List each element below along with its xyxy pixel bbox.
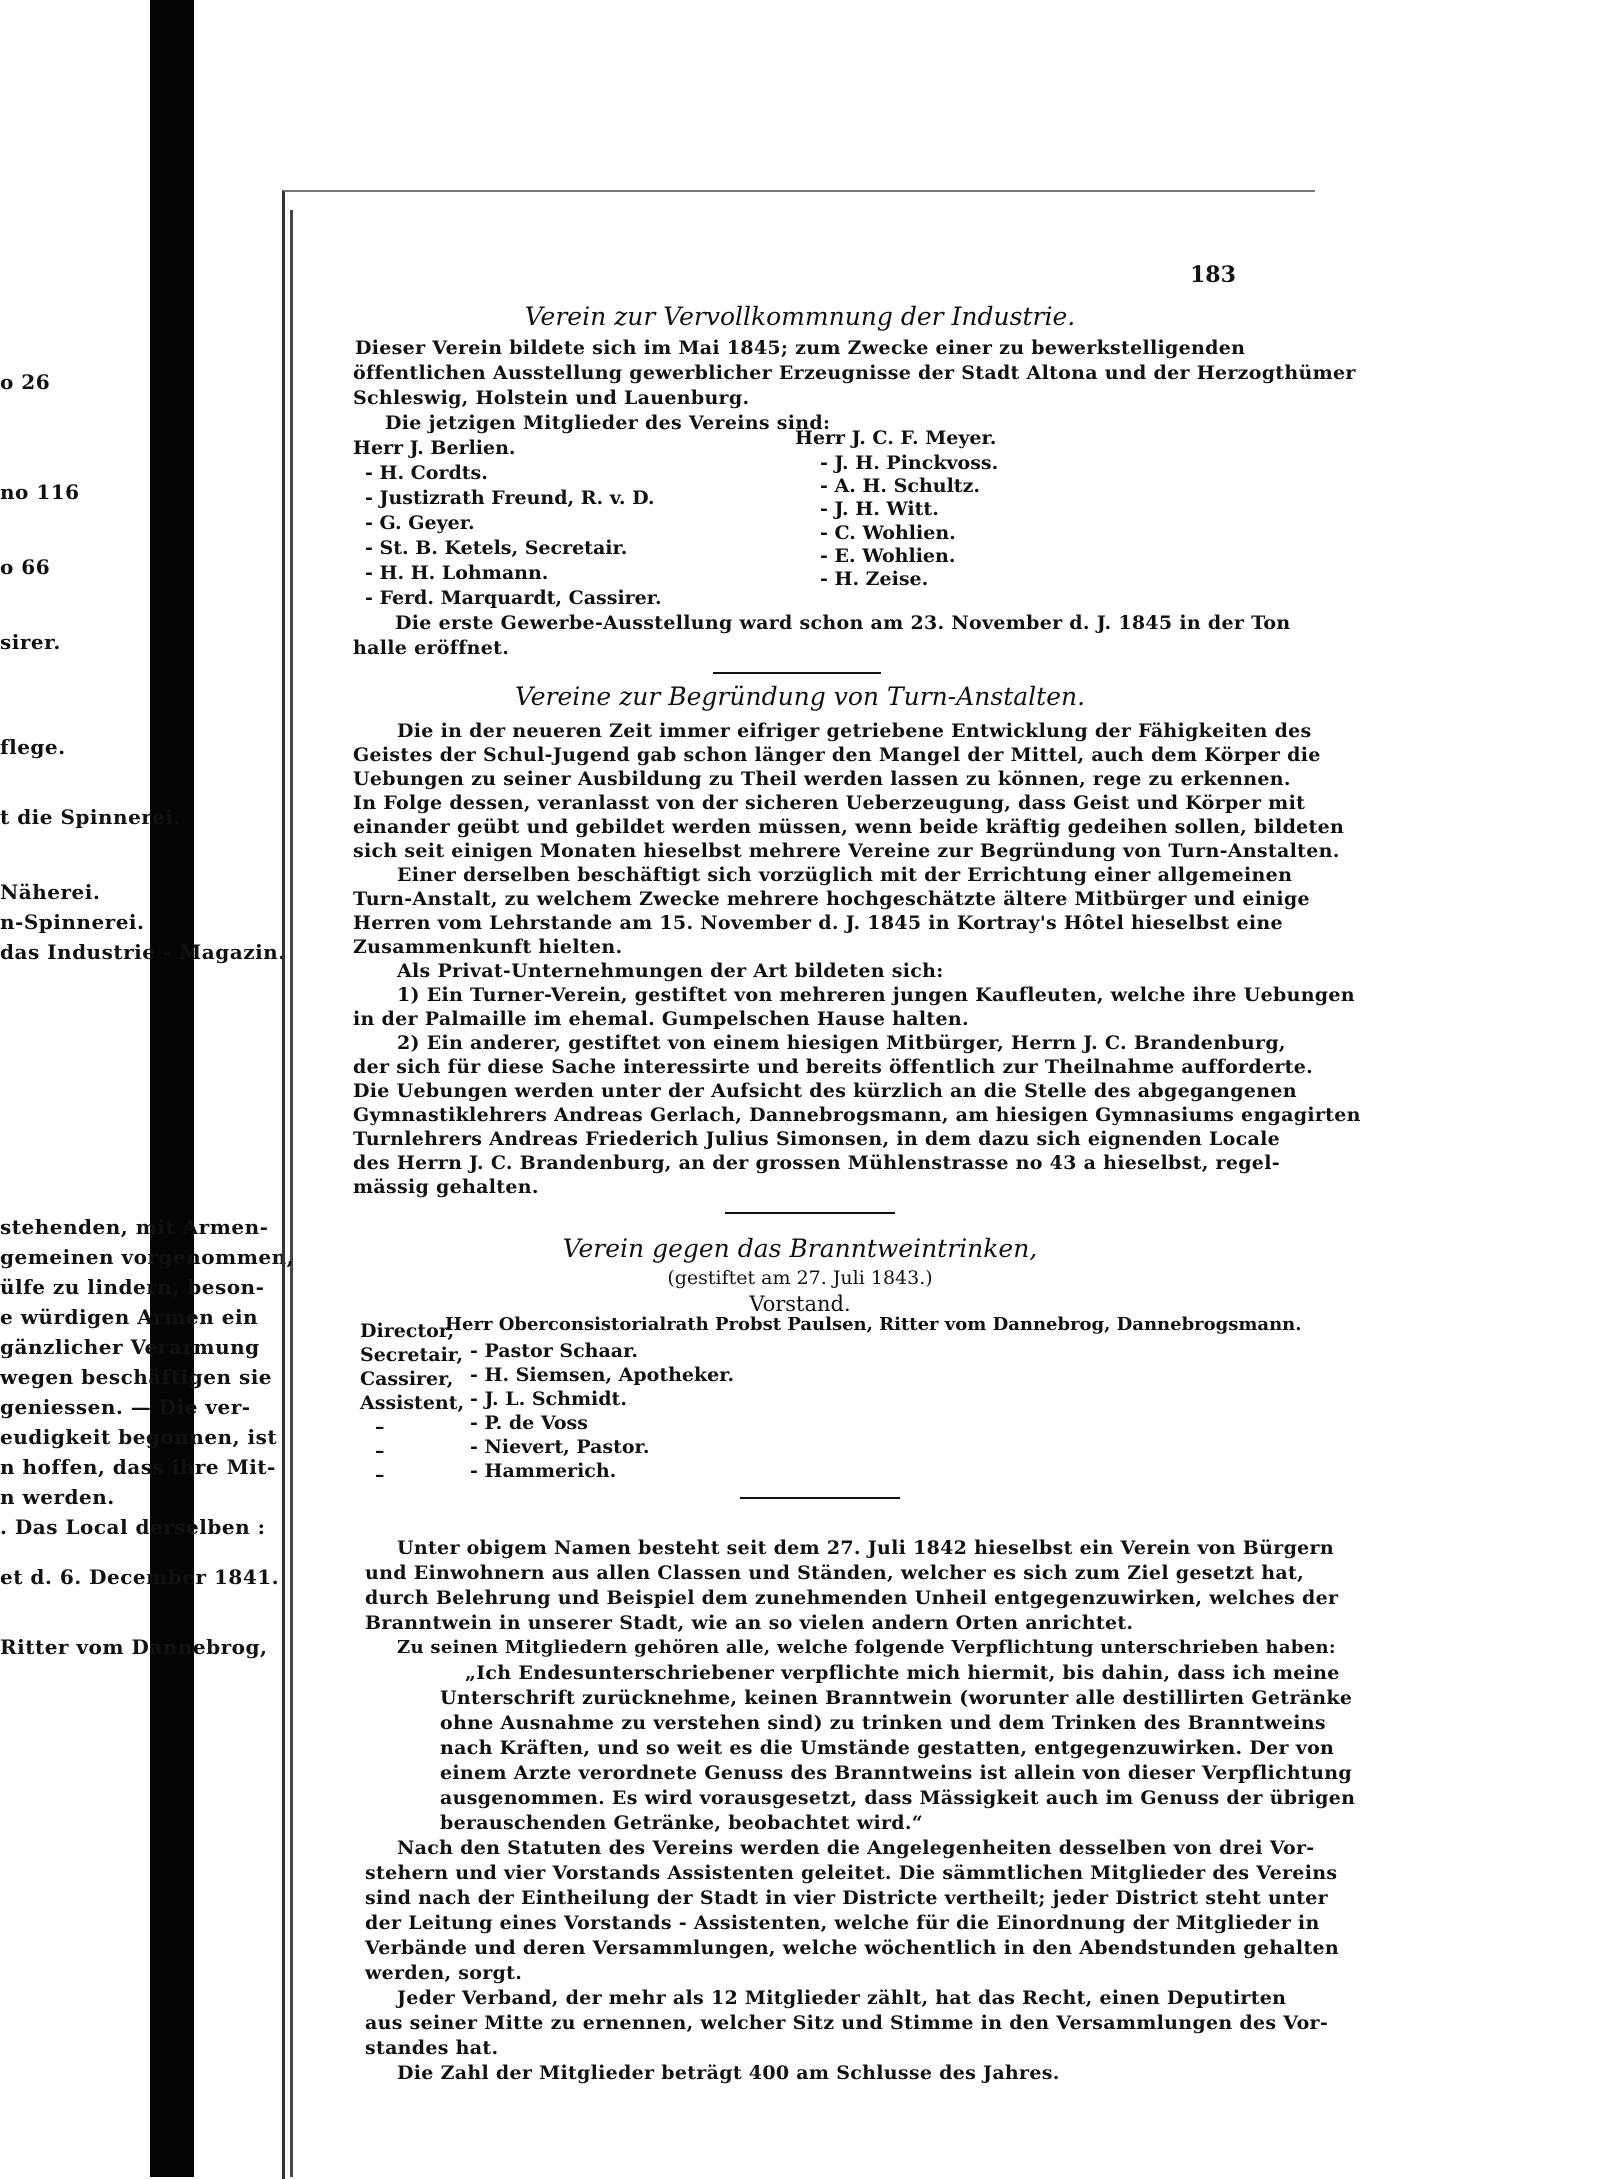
board-name: - H. Siemsen, Apotheker. [470,1364,735,1386]
section-divider [725,1212,895,1214]
paragraph-line: Die in der neueren Zeit immer eifriger getriebene Entwicklung der Fähigkeiten des [397,720,1312,742]
paragraph-line: Schleswig, Holstein und Lauenburg. [353,387,750,409]
left-line: Näherei. [0,880,101,904]
paragraph-line: standes hat. [365,2037,499,2059]
left-line: geniessen. — Die ver- [0,1395,251,1419]
paragraph-line: der Leitung eines Vorstands - Assistenten, welche für die Einordnung der Mitglieder in [365,1912,1320,1934]
section-heading-turn: Vereine zur Begründung von Turn-Anstalten. [514,682,1086,711]
member-right: - H. Zeise. [820,568,929,590]
member-left: - St. B. Ketels, Secretair. [365,537,628,559]
left-line: n-Spinnerei. [0,910,145,934]
paragraph-line: halle eröffnet. [353,637,510,659]
board-name: - Pastor Schaar. [470,1340,638,1362]
pledge-line: ohne Ausnahme zu verstehen sind) zu trinken und dem Trinken des Branntweins [440,1712,1326,1734]
section-divider [713,672,881,674]
section-heading-branntwein: Verein gegen das Branntweintrinken, [562,1234,1038,1263]
paragraph-line: Geistes der Schul-Jugend gab schon länger den Mangel der Mittel, auch dem Körper die [353,744,1321,766]
pledge-line: nach Kräften, und so weit es die Umstände gestatten, entgegenzuwirken. Der von [440,1737,1335,1759]
paragraph-line: Jeder Verband, der mehr als 12 Mitglieder zählt, hat das Recht, einen Deputirten [397,1987,1287,2009]
member-right: - J. H. Pinckvoss. [820,452,999,474]
member-left: - H. H. Lohmann. [365,562,549,584]
paragraph-line: des Herrn J. C. Brandenburg, an der grossen Mühlenstrasse no 43 a hieselbst, regel- [353,1152,1280,1174]
left-line: eudigkeit begonnen, ist [0,1425,278,1449]
section-subheading: (gestiftet am 27. Juli 1843.) [667,1267,933,1289]
paragraph-line: Einer derselben beschäftigt sich vorzüglich mit der Errichtung einer allgemeinen [397,864,1293,886]
pledge-line: ausgenommen. Es wird vorausgesetzt, dass Mässigkeit auch im Genuss der übrigen [440,1787,1356,1809]
paragraph-line: 1) Ein Turner-Verein, gestiftet von mehreren jungen Kaufleuten, welche ihre Uebungen [397,984,1355,1006]
paragraph-line: einander geübt und gebildet werden müssen, wenn beide kräftig gedeihen sollen, bildeten [353,816,1345,838]
member-left: - Justizrath Freund, R. v. D. [365,487,655,509]
board-name: - P. de Voss [470,1412,588,1434]
left-line: . Das Local derselben : [0,1515,266,1539]
board-role: Assistent, [360,1392,465,1414]
member-right: - J. H. Witt. [820,498,939,520]
right-page [282,190,1361,2179]
member-right: Herr J. C. F. Meyer. [795,427,997,449]
board-role: Secretair, [360,1344,464,1366]
left-line: wegen beschäftigen sie [0,1365,273,1389]
paragraph-line: stehern und vier Vorstands Assistenten geleitet. Die sämmtlichen Mitglieder des Vereins [365,1862,1338,1884]
board-name: - Nievert, Pastor. [470,1436,650,1458]
paragraph-line: Die erste Gewerbe-Ausstellung ward schon am 23. November d. J. 1845 in der Ton [395,612,1291,634]
left-line: o 66 [0,555,51,579]
left-line: n hoffen, dass ihre Mit- [0,1455,276,1479]
section-divider [740,1497,900,1499]
left-line: sirer. [0,630,61,654]
paragraph-line: Verbände und deren Versammlungen, welche wöchentlich in den Abendstunden gehalten [365,1937,1340,1959]
member-left: - G. Geyer. [365,512,475,534]
left-line: no 116 [0,480,80,504]
board-role: – [375,1416,385,1438]
pledge-line: Unterschrift zurücknehme, keinen Branntwein (worunter alle destillirten Getränke [440,1687,1353,1709]
left-line: et d. 6. December 1841. [0,1565,280,1589]
paragraph-line: mässig gehalten. [353,1176,539,1198]
left-line: das Industrie - Magazin. [0,940,286,964]
left-line: n werden. [0,1485,115,1509]
member-right: - C. Wohlien. [820,522,956,544]
paragraph-line: In Folge dessen, veranlasst von der sicheren Ueberzeugung, dass Geist und Körper mit [353,792,1306,814]
board-name: - Hammerich. [470,1460,617,1482]
left-line: flege. [0,735,66,759]
board-role: Cassirer, [360,1368,454,1390]
paragraph-line: der sich für diese Sache interessirte und bereits öffentlich zur Theilnahme aufforderte. [353,1056,1314,1078]
board-name: Herr Oberconsistorialrath Probst Paulsen, Ritter vom Dannebrog, Dannebrogsmann. [445,1314,1302,1335]
paragraph-line: in der Palmaille im ehemal. Gumpelschen Hause halten. [353,1008,969,1030]
paragraph-line: öffentlichen Ausstellung gewerblicher Erzeugnisse der Stadt Altona und der Herzogthümer [353,362,1356,384]
paragraph-line: durch Belehrung und Beispiel dem zunehmenden Unheil entgegenzuwirken, welches der [365,1587,1339,1609]
paragraph-line: Zu seinen Mitgliedern gehören alle, welche folgende Verpflichtung unterschrieben haben: [397,1637,1336,1658]
paragraph-line: Die Zahl der Mitglieder beträgt 400 am Schlusse des Jahres. [397,2062,1060,2084]
board-role: Director, [360,1320,455,1342]
paragraph-line: Herren vom Lehrstande am 15. November d. J. 1845 in Kortray's Hôtel hieselbst eine [353,912,1283,934]
left-line: Ritter vom Dannebrog, [0,1635,268,1659]
paragraph-line: Zusammenkunft hielten. [353,936,623,958]
board-name: - J. L. Schmidt. [470,1388,627,1410]
left-line: t die Spinnerei. [0,805,182,829]
pledge-line: „Ich Endesunterschriebener verpflichte mich hiermit, bis dahin, dass ich meine [465,1662,1340,1684]
board-role: – [375,1440,385,1462]
paragraph-line: Dieser Verein bildete sich im Mai 1845; zum Zwecke einer zu bewerkstelligenden [355,337,1246,359]
members-intro: Die jetzigen Mitglieder des Vereins sind: [385,412,831,434]
board-title: Vorstand. [749,1292,851,1316]
paragraph-line: Uebungen zu seiner Ausbildung zu Theil werden lassen zu können, rege zu erkennen. [353,768,1291,790]
paragraph-line: Turnlehrers Andreas Friederich Julius Simonsen, in dem dazu sich eignenden Locale [353,1128,1281,1150]
member-left: Herr J. Berlien. [353,437,516,459]
paragraph-line: Nach den Statuten des Vereins werden die Angelegenheiten desselben von drei Vor- [397,1837,1315,1859]
board-role: – [375,1464,385,1486]
paragraph-line: sind nach der Eintheilung der Stadt in vier Districte vertheilt; jeder District steht unter [365,1887,1328,1909]
paragraph-line: Turn-Anstalt, zu welchem Zwecke mehrere hochgeschätzte ältere Mitbürger und einige [353,888,1310,910]
paragraph-line: Unter obigem Namen besteht seit dem 27. Juli 1842 hieselbst ein Verein von Bürgern [397,1537,1334,1559]
member-right: - A. H. Schultz. [820,475,980,497]
left-line: gemeinen vorgenommen, [0,1245,295,1269]
left-line: e würdigen Armen ein [0,1305,259,1329]
paragraph-line: Gymnastiklehrers Andreas Gerlach, Dannebrogsmann, am hiesigen Gymnasiums engagirten [353,1104,1361,1126]
paragraph-line: sich seit einigen Monaten hieselbst mehrere Vereine zur Begründung von Turn-Anstalten. [353,840,1340,862]
left-line: ülfe zu lindern, beson- [0,1275,265,1299]
member-left: - H. Cordts. [365,462,488,484]
paragraph-line: Als Privat-Unternehmungen der Art bildeten sich: [397,960,944,982]
paragraph-line: Branntwein in unserer Stadt, wie an so vielen andern Orten anrichtet. [365,1612,1134,1634]
left-page [0,210,293,2177]
paragraph-line: Die Uebungen werden unter der Aufsicht des kürzlich an die Stelle des abgegangenen [353,1080,1297,1102]
member-right: - E. Wohlien. [820,545,956,567]
left-line: gänzlicher Verarmung [0,1335,260,1359]
left-line: stehenden, mit Armen- [0,1215,269,1239]
member-left: - Ferd. Marquardt, Cassirer. [365,587,662,609]
left-line: o 26 [0,370,51,394]
pledge-line: einem Arzte verordnete Genuss des Branntweins ist allein von dieser Verpflichtung [440,1762,1352,1784]
paragraph-line: 2) Ein anderer, gestiftet von einem hiesigen Mitbürger, Herrn J. C. Brandenburg, [397,1032,1286,1054]
paragraph-line: aus seiner Mitte zu ernennen, welcher Sitz und Stimme in den Versammlungen des Vor- [365,2012,1329,2034]
page-number: 183 [1190,262,1236,288]
pledge-line: berauschenden Getränke, beobachtet wird.“ [440,1812,923,1834]
section-heading-industrie: Verein zur Vervollkommnung der Industrie. [524,302,1076,331]
paragraph-line: werden, sorgt. [365,1962,523,1984]
paragraph-line: und Einwohnern aus allen Classen und Ständen, welcher es sich zum Ziel gesetzt hat, [365,1562,1304,1584]
